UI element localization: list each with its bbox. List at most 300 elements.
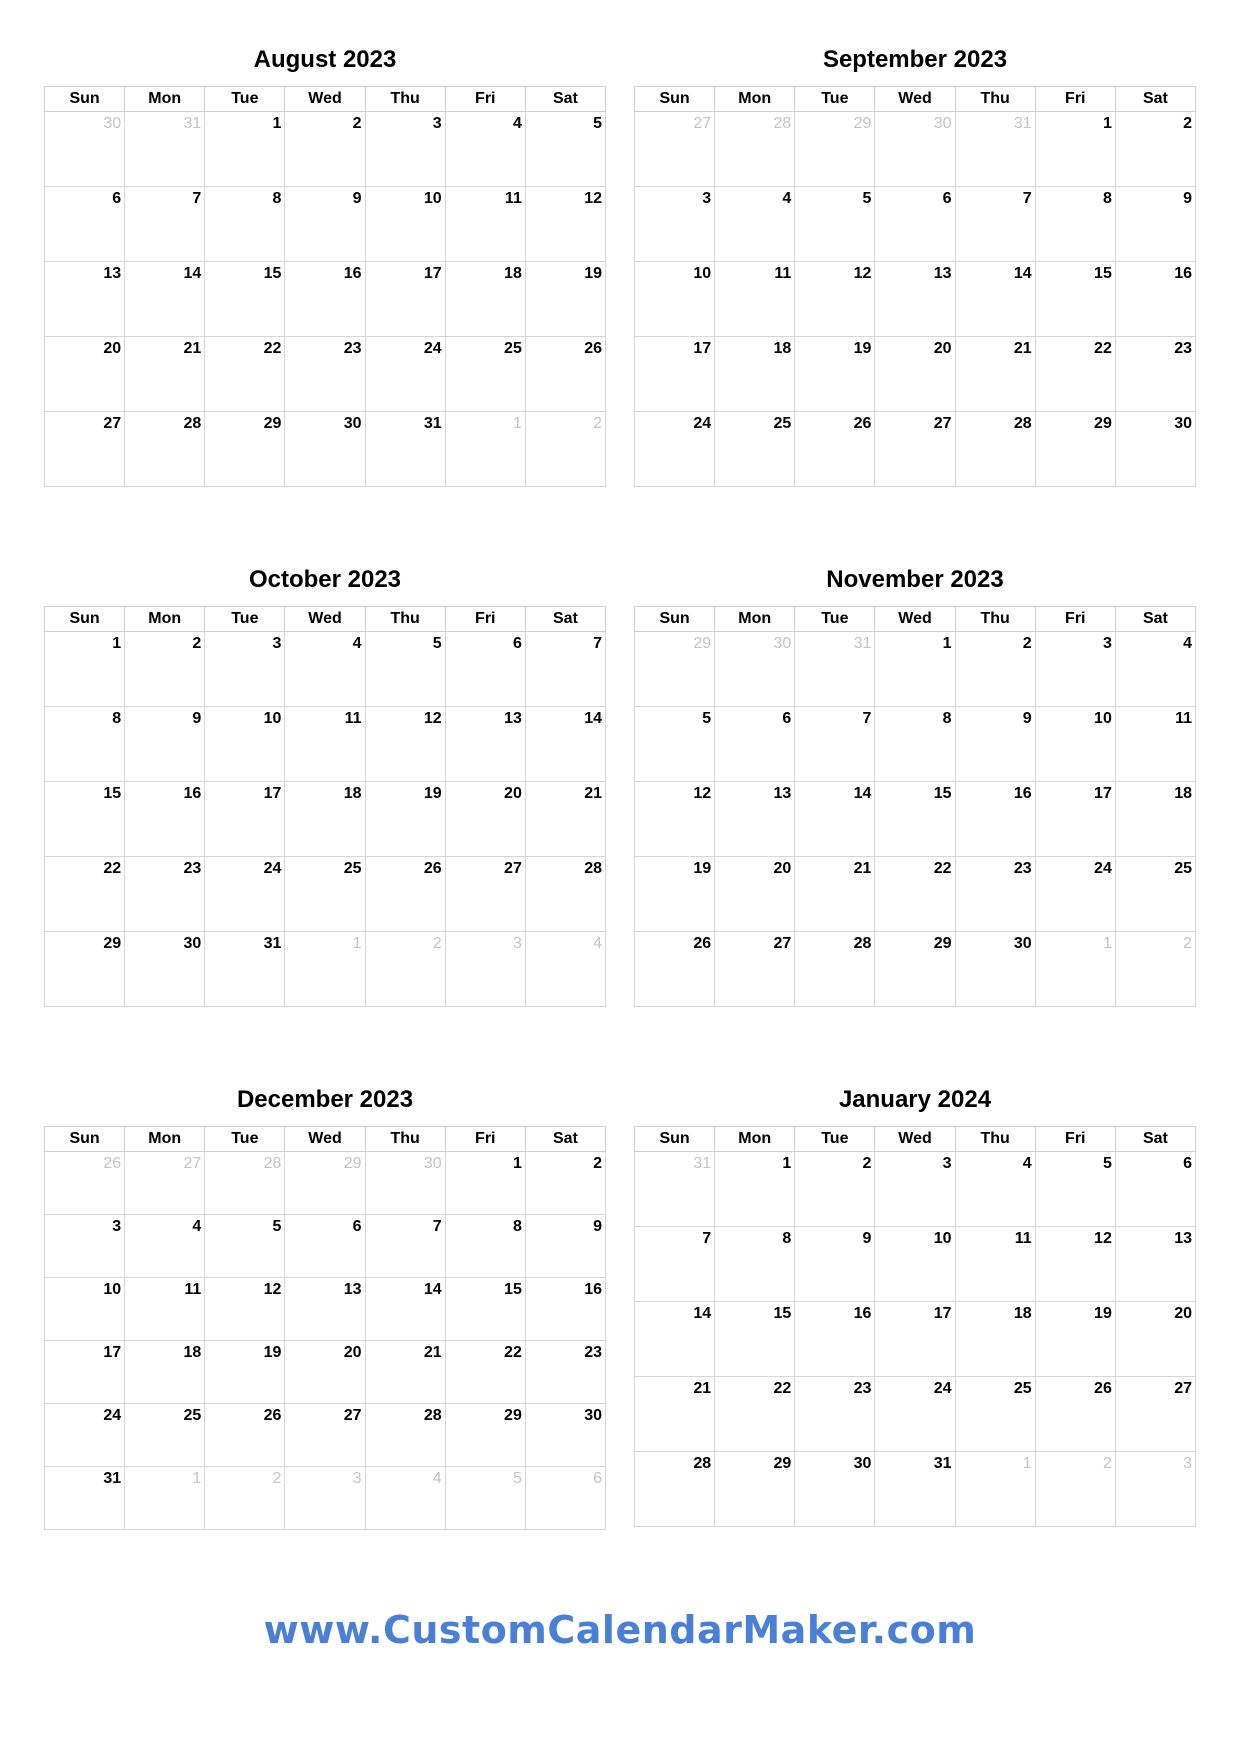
- weekday-header: Sun: [635, 607, 715, 632]
- day-number: 28: [773, 115, 792, 132]
- day-number: 2: [1022, 635, 1032, 652]
- day-cell: [45, 1278, 125, 1341]
- day-cell: [365, 782, 445, 857]
- day-number: 26: [1094, 1380, 1112, 1397]
- day-number: 29: [1094, 415, 1112, 432]
- day-cell: [525, 112, 605, 187]
- weekday-header: Wed: [875, 607, 955, 632]
- day-number: 17: [423, 265, 442, 282]
- day-number: 1: [1102, 935, 1112, 952]
- day-number: 29: [343, 1155, 362, 1172]
- day-number: 20: [504, 785, 522, 802]
- adjacent-month-day-cell: [875, 112, 955, 187]
- day-number: 10: [263, 710, 282, 727]
- day-cell: [45, 337, 125, 412]
- day-cell: [875, 412, 955, 487]
- day-number: 5: [512, 1470, 522, 1487]
- day-number: 21: [423, 1344, 442, 1361]
- day-number: 19: [693, 860, 712, 877]
- day-cell: [285, 857, 365, 932]
- day-number: 12: [853, 265, 872, 282]
- day-number: 19: [853, 340, 872, 357]
- day-cell: [445, 857, 525, 932]
- day-number: 25: [1174, 860, 1192, 877]
- week-row: [635, 632, 1196, 707]
- day-number: 12: [1094, 1230, 1112, 1247]
- weekday-header: Wed: [285, 1127, 365, 1152]
- day-number: 8: [272, 190, 282, 207]
- day-number: 26: [584, 340, 602, 357]
- day-number: 31: [933, 1455, 952, 1472]
- day-number: 30: [853, 1455, 872, 1472]
- day-cell: [205, 112, 285, 187]
- day-cell: [715, 857, 795, 932]
- weekday-header: Mon: [715, 1127, 795, 1152]
- day-number: 4: [593, 935, 602, 952]
- day-number: 27: [343, 1407, 362, 1424]
- adjacent-month-day-cell: [635, 632, 715, 707]
- day-number: 21: [183, 340, 202, 357]
- day-number: 12: [263, 1281, 282, 1298]
- day-cell: [1035, 782, 1115, 857]
- day-number: 1: [1022, 1455, 1032, 1472]
- day-cell: [125, 337, 205, 412]
- day-cell: [125, 412, 205, 487]
- day-cell: [205, 1404, 285, 1467]
- day-cell: [635, 932, 715, 1007]
- day-cell: [365, 1278, 445, 1341]
- day-cell: [955, 857, 1035, 932]
- day-number: 19: [1094, 1305, 1112, 1322]
- day-cell: [205, 707, 285, 782]
- day-cell: [635, 412, 715, 487]
- day-cell: [635, 857, 715, 932]
- day-cell: [715, 1452, 795, 1527]
- adjacent-month-day-cell: [525, 412, 605, 487]
- day-cell: [525, 1152, 605, 1215]
- adjacent-month-day-cell: [1115, 932, 1195, 1007]
- day-cell: [875, 1452, 955, 1527]
- day-number: 5: [593, 115, 602, 132]
- day-number: 7: [702, 1230, 712, 1247]
- day-number: 15: [504, 1281, 522, 1298]
- day-cell: [125, 1404, 205, 1467]
- day-cell: [1115, 337, 1195, 412]
- day-number: 21: [1013, 340, 1032, 357]
- day-number: 13: [933, 265, 952, 282]
- week-row: [635, 337, 1196, 412]
- day-number: 20: [103, 340, 122, 357]
- day-cell: [795, 857, 875, 932]
- day-number: 2: [432, 935, 442, 952]
- weekday-header: Thu: [955, 607, 1035, 632]
- day-number: 29: [773, 1455, 792, 1472]
- day-number: 27: [933, 415, 952, 432]
- day-cell: [365, 337, 445, 412]
- day-number: 9: [862, 1230, 872, 1247]
- day-number: 31: [853, 635, 872, 652]
- weekday-header: Wed: [285, 607, 365, 632]
- day-cell: [445, 337, 525, 412]
- day-cell: [205, 1278, 285, 1341]
- day-cell: [1115, 187, 1195, 262]
- day-number: 6: [1183, 1155, 1192, 1172]
- day-cell: [205, 262, 285, 337]
- day-number: 27: [504, 860, 522, 877]
- month-grid: [44, 606, 606, 1007]
- day-cell: [445, 782, 525, 857]
- weekday-header: Fri: [445, 607, 525, 632]
- day-number: 6: [352, 1218, 362, 1235]
- day-cell: [1115, 1377, 1195, 1452]
- day-cell: [45, 1341, 125, 1404]
- day-number: 4: [782, 190, 792, 207]
- day-number: 13: [504, 710, 522, 727]
- day-cell: [445, 707, 525, 782]
- day-cell: [205, 1215, 285, 1278]
- weekday-header: Thu: [365, 1127, 445, 1152]
- day-number: 18: [504, 265, 522, 282]
- day-cell: [205, 632, 285, 707]
- day-number: 26: [423, 860, 442, 877]
- day-cell: [875, 1377, 955, 1452]
- day-cell: [125, 632, 205, 707]
- day-number: 9: [1183, 190, 1192, 207]
- day-number: 31: [103, 1470, 122, 1487]
- weekday-header: Wed: [875, 1127, 955, 1152]
- day-cell: [795, 187, 875, 262]
- day-number: 23: [853, 1380, 872, 1397]
- day-cell: [1115, 262, 1195, 337]
- day-number: 14: [1013, 265, 1032, 282]
- week-row: [45, 632, 606, 707]
- day-cell: [445, 1215, 525, 1278]
- day-number: 25: [773, 415, 792, 432]
- weekday-header: Tue: [205, 87, 285, 112]
- day-number: 1: [512, 415, 522, 432]
- day-number: 7: [192, 190, 202, 207]
- day-cell: [205, 187, 285, 262]
- day-number: 6: [782, 710, 792, 727]
- day-number: 30: [343, 415, 362, 432]
- day-number: 12: [693, 785, 712, 802]
- day-number: 7: [862, 710, 872, 727]
- day-number: 22: [263, 340, 282, 357]
- day-number: 27: [103, 415, 122, 432]
- day-cell: [955, 1302, 1035, 1377]
- day-cell: [875, 632, 955, 707]
- day-cell: [285, 632, 365, 707]
- day-number: 30: [423, 1155, 442, 1172]
- day-number: 13: [103, 265, 122, 282]
- day-number: 19: [263, 1344, 282, 1361]
- day-number: 28: [853, 935, 872, 952]
- day-number: 31: [693, 1155, 712, 1172]
- weekday-header: Mon: [125, 1127, 205, 1152]
- adjacent-month-day-cell: [445, 412, 525, 487]
- day-cell: [795, 1152, 875, 1227]
- day-cell: [125, 1215, 205, 1278]
- day-number: 11: [184, 1281, 202, 1298]
- day-cell: [635, 337, 715, 412]
- day-cell: [875, 857, 955, 932]
- day-cell: [1115, 782, 1195, 857]
- day-cell: [205, 337, 285, 412]
- day-cell: [205, 412, 285, 487]
- day-number: 2: [1102, 1455, 1112, 1472]
- day-cell: [1035, 1227, 1115, 1302]
- day-number: 17: [103, 1344, 122, 1361]
- day-cell: [125, 932, 205, 1007]
- day-number: 11: [344, 710, 362, 727]
- weekday-header: Sat: [525, 1127, 605, 1152]
- day-cell: [285, 187, 365, 262]
- day-cell: [875, 262, 955, 337]
- day-cell: [795, 707, 875, 782]
- day-number: 25: [1013, 1380, 1032, 1397]
- day-number: 24: [933, 1380, 952, 1397]
- day-number: 3: [942, 1155, 952, 1172]
- adjacent-month-day-cell: [1035, 932, 1115, 1007]
- day-number: 16: [1013, 785, 1032, 802]
- day-cell: [45, 1404, 125, 1467]
- day-cell: [875, 187, 955, 262]
- week-row: [45, 1215, 606, 1278]
- day-number: 17: [1094, 785, 1112, 802]
- day-cell: [285, 1341, 365, 1404]
- day-number: 30: [1174, 415, 1192, 432]
- day-number: 15: [933, 785, 952, 802]
- day-cell: [525, 707, 605, 782]
- day-number: 15: [1094, 265, 1112, 282]
- day-number: 1: [782, 1155, 792, 1172]
- day-number: 2: [352, 115, 362, 132]
- month-october-2023: [44, 554, 606, 1007]
- week-row: [45, 1404, 606, 1467]
- weekday-header: Fri: [445, 1127, 525, 1152]
- day-cell: [1115, 1227, 1195, 1302]
- day-number: 3: [702, 190, 712, 207]
- day-number: 4: [192, 1218, 202, 1235]
- day-cell: [365, 632, 445, 707]
- week-row: [45, 1467, 606, 1530]
- day-number: 18: [343, 785, 362, 802]
- day-cell: [525, 262, 605, 337]
- day-number: 17: [693, 340, 712, 357]
- website-footer-link[interactable]: www.CustomCalendarMaker.com: [263, 1608, 977, 1652]
- weekday-header: Mon: [125, 607, 205, 632]
- day-number: 13: [773, 785, 792, 802]
- day-number: 2: [593, 1155, 602, 1172]
- day-number: 10: [423, 190, 442, 207]
- day-number: 2: [1183, 115, 1192, 132]
- day-cell: [525, 1341, 605, 1404]
- day-number: 9: [593, 1218, 602, 1235]
- week-row: [635, 1452, 1196, 1527]
- day-number: 4: [512, 115, 522, 132]
- weekday-header: Thu: [365, 607, 445, 632]
- day-cell: [45, 782, 125, 857]
- day-cell: [525, 1278, 605, 1341]
- day-cell: [795, 262, 875, 337]
- day-number: 28: [183, 415, 202, 432]
- month-august-2023: [44, 34, 606, 487]
- day-number: 11: [774, 265, 792, 282]
- month-grid: [634, 606, 1196, 1007]
- day-number: 8: [112, 710, 122, 727]
- day-number: 5: [432, 635, 442, 652]
- day-cell: [365, 857, 445, 932]
- adjacent-month-day-cell: [205, 1152, 285, 1215]
- day-number: 31: [1013, 115, 1032, 132]
- day-cell: [1115, 857, 1195, 932]
- weekday-header: Sun: [635, 87, 715, 112]
- month-november-2023: [634, 554, 1196, 1007]
- day-cell: [715, 1302, 795, 1377]
- adjacent-month-day-cell: [45, 1152, 125, 1215]
- day-number: 16: [853, 1305, 872, 1322]
- adjacent-month-day-cell: [285, 1467, 365, 1530]
- day-cell: [525, 632, 605, 707]
- day-number: 28: [423, 1407, 442, 1424]
- day-cell: [125, 1341, 205, 1404]
- day-number: 17: [933, 1305, 952, 1322]
- week-row: [635, 707, 1196, 782]
- week-row: [45, 1341, 606, 1404]
- day-cell: [1035, 1377, 1115, 1452]
- adjacent-month-day-cell: [955, 1452, 1035, 1527]
- day-number: 3: [432, 115, 442, 132]
- day-number: 27: [773, 935, 792, 952]
- weekday-header: Sun: [45, 1127, 125, 1152]
- adjacent-month-day-cell: [1035, 1452, 1115, 1527]
- day-number: 28: [1013, 415, 1032, 432]
- day-cell: [365, 412, 445, 487]
- adjacent-month-day-cell: [45, 112, 125, 187]
- weekday-header: Thu: [955, 87, 1035, 112]
- day-number: 12: [584, 190, 602, 207]
- day-cell: [795, 1227, 875, 1302]
- week-row: [635, 857, 1196, 932]
- day-cell: [285, 112, 365, 187]
- day-cell: [955, 707, 1035, 782]
- day-number: 13: [343, 1281, 362, 1298]
- day-cell: [635, 262, 715, 337]
- day-cell: [1115, 412, 1195, 487]
- weekday-header: Fri: [445, 87, 525, 112]
- day-number: 14: [853, 785, 872, 802]
- day-cell: [875, 782, 955, 857]
- day-cell: [125, 262, 205, 337]
- day-cell: [715, 1377, 795, 1452]
- week-row: [635, 1152, 1196, 1227]
- day-cell: [795, 1452, 875, 1527]
- day-number: 30: [933, 115, 952, 132]
- day-number: 23: [343, 340, 362, 357]
- day-number: 18: [1174, 785, 1192, 802]
- day-number: 2: [272, 1470, 282, 1487]
- day-number: 1: [112, 635, 122, 652]
- day-cell: [715, 187, 795, 262]
- day-number: 13: [1174, 1230, 1192, 1247]
- week-row: [635, 187, 1196, 262]
- weekday-header: Sun: [635, 1127, 715, 1152]
- week-row: [45, 1278, 606, 1341]
- day-number: 14: [423, 1281, 442, 1298]
- day-cell: [875, 337, 955, 412]
- weekday-header: Mon: [715, 607, 795, 632]
- day-cell: [955, 1227, 1035, 1302]
- day-cell: [45, 187, 125, 262]
- day-cell: [445, 1152, 525, 1215]
- day-cell: [795, 1302, 875, 1377]
- day-number: 16: [584, 1281, 602, 1298]
- day-number: 9: [192, 710, 202, 727]
- day-number: 6: [112, 190, 122, 207]
- day-number: 29: [933, 935, 952, 952]
- day-number: 6: [593, 1470, 602, 1487]
- day-cell: [795, 932, 875, 1007]
- day-number: 8: [512, 1218, 522, 1235]
- day-cell: [1035, 112, 1115, 187]
- day-number: 30: [773, 635, 792, 652]
- week-row: [45, 412, 606, 487]
- weekday-header: Thu: [365, 87, 445, 112]
- day-cell: [1035, 262, 1115, 337]
- day-number: 29: [693, 635, 712, 652]
- weekday-header: Thu: [955, 1127, 1035, 1152]
- day-cell: [45, 932, 125, 1007]
- day-number: 9: [352, 190, 362, 207]
- day-number: 22: [1094, 340, 1112, 357]
- day-number: 31: [263, 935, 282, 952]
- day-cell: [635, 1377, 715, 1452]
- adjacent-month-day-cell: [715, 112, 795, 187]
- day-number: 20: [1174, 1305, 1192, 1322]
- weekday-header: Fri: [1035, 87, 1115, 112]
- day-number: 6: [512, 635, 522, 652]
- day-cell: [1115, 632, 1195, 707]
- adjacent-month-day-cell: [1115, 1452, 1195, 1527]
- day-number: 28: [584, 860, 602, 877]
- day-cell: [635, 1302, 715, 1377]
- day-number: 26: [693, 935, 712, 952]
- week-row: [635, 1377, 1196, 1452]
- day-cell: [1115, 1152, 1195, 1227]
- day-cell: [875, 1302, 955, 1377]
- weekday-header: Sun: [45, 87, 125, 112]
- day-number: 2: [1183, 935, 1192, 952]
- weekday-header: Mon: [125, 87, 205, 112]
- day-cell: [715, 262, 795, 337]
- day-number: 29: [103, 935, 122, 952]
- day-cell: [875, 707, 955, 782]
- day-cell: [955, 932, 1035, 1007]
- week-row: [45, 112, 606, 187]
- day-cell: [45, 412, 125, 487]
- day-cell: [875, 1152, 955, 1227]
- adjacent-month-day-cell: [445, 932, 525, 1007]
- weekday-header: Sat: [1115, 1127, 1195, 1152]
- day-cell: [1035, 337, 1115, 412]
- day-number: 25: [343, 860, 362, 877]
- day-number: 1: [512, 1155, 522, 1172]
- weekday-header: Wed: [875, 87, 955, 112]
- day-number: 10: [103, 1281, 122, 1298]
- day-number: 11: [504, 190, 522, 207]
- week-row: [45, 932, 606, 1007]
- day-cell: [1035, 1152, 1115, 1227]
